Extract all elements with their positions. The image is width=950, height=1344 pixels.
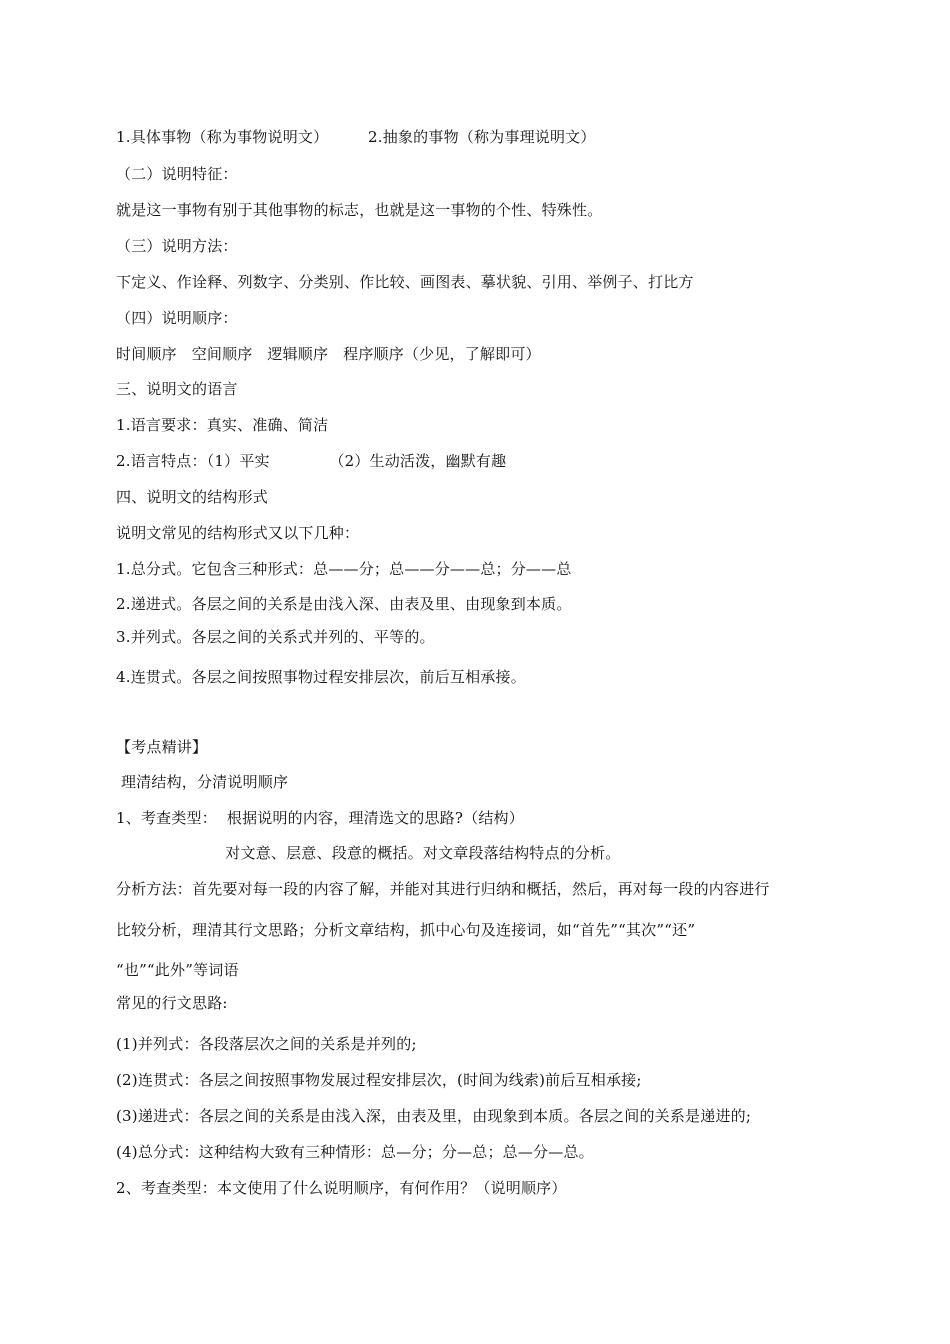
text-line: 时间顺序 空间顺序 逻辑顺序 程序顺序（少见，了解即可）: [116, 345, 541, 363]
text-line: “也”“此外”等词语: [116, 961, 239, 979]
text-line: 理清结构，分清说明顺序: [116, 773, 289, 791]
text-line: (2)连贯式：各层之间按照事物发展过程安排层次，(时间为线索)前后互相承接;: [116, 1071, 642, 1089]
text-line: 常见的行文思路:: [116, 994, 228, 1012]
text-line: (3)递进式：各层之间的关系是由浅入深，由表及里，由现象到本质。各层之间的关系是递进的;: [116, 1107, 752, 1125]
text-line: (4)总分式：这种结构大致有三种情形：总—分；分—总；总—分—总。: [116, 1143, 594, 1161]
text-line: 4.连贯式。各层之间按照事物过程安排层次，前后互相承接。: [116, 668, 526, 686]
text-line: 1.具体事物（称为事物说明文） 2.抽象的事物（称为事理说明文）: [116, 128, 596, 146]
text-line: 1.语言要求：真实、准确、简洁: [116, 416, 329, 434]
text-line: 2.语言特点：（1）平实 （2）生动活泼，幽默有趣: [116, 452, 507, 470]
text-line: 2.递进式。各层之间的关系是由浅入深、由表及里、由现象到本质。: [116, 595, 572, 613]
text-line: 就是这一事物有别于其他事物的标志，也就是这一事物的个性、特殊性。: [116, 201, 603, 219]
section-heading: 三、说明文的语言: [116, 380, 238, 398]
text-line: 比较分析，理清其行文思路；分析文章结构，抓中心句及连接词，如“首先”“其次”“还”: [116, 921, 696, 939]
section-heading: 四、说明文的结构形式: [116, 488, 269, 506]
text-line: 3.并列式。各层之间的关系式并列的、平等的。: [116, 628, 435, 646]
text-line: 1.总分式。它包含三种形式：总——分；总——分——总；分——总: [116, 560, 572, 578]
text-line: 说明文常见的结构形式又以下几种：: [116, 524, 360, 542]
text-line: 下定义、作诠释、列数字、分类别、作比较、画图表、摹状貌、引用、举例子、打比方: [116, 273, 694, 291]
section-heading: （四）说明顺序：: [116, 309, 238, 327]
section-heading: （三）说明方法：: [116, 237, 238, 255]
text-line: (1)并列式：各段落层次之间的关系是并列的;: [116, 1035, 417, 1053]
text-line: 2、考查类型：本文使用了什么说明顺序，有何作用？（说明顺序）: [116, 1179, 567, 1197]
section-heading: （二）说明特征：: [116, 165, 238, 183]
section-heading: 【考点精讲】: [116, 738, 208, 756]
text-line: 对文意、层意、段意的概括。对文章段落结构特点的分析。: [116, 844, 621, 862]
text-line: 分析方法：首先要对每一段的内容了解，并能对其进行归纳和概括，然后，再对每一段的内容进行: [116, 880, 770, 898]
text-line: 1、考查类型： 根据说明的内容，理清选文的思路?（结构）: [116, 809, 524, 827]
